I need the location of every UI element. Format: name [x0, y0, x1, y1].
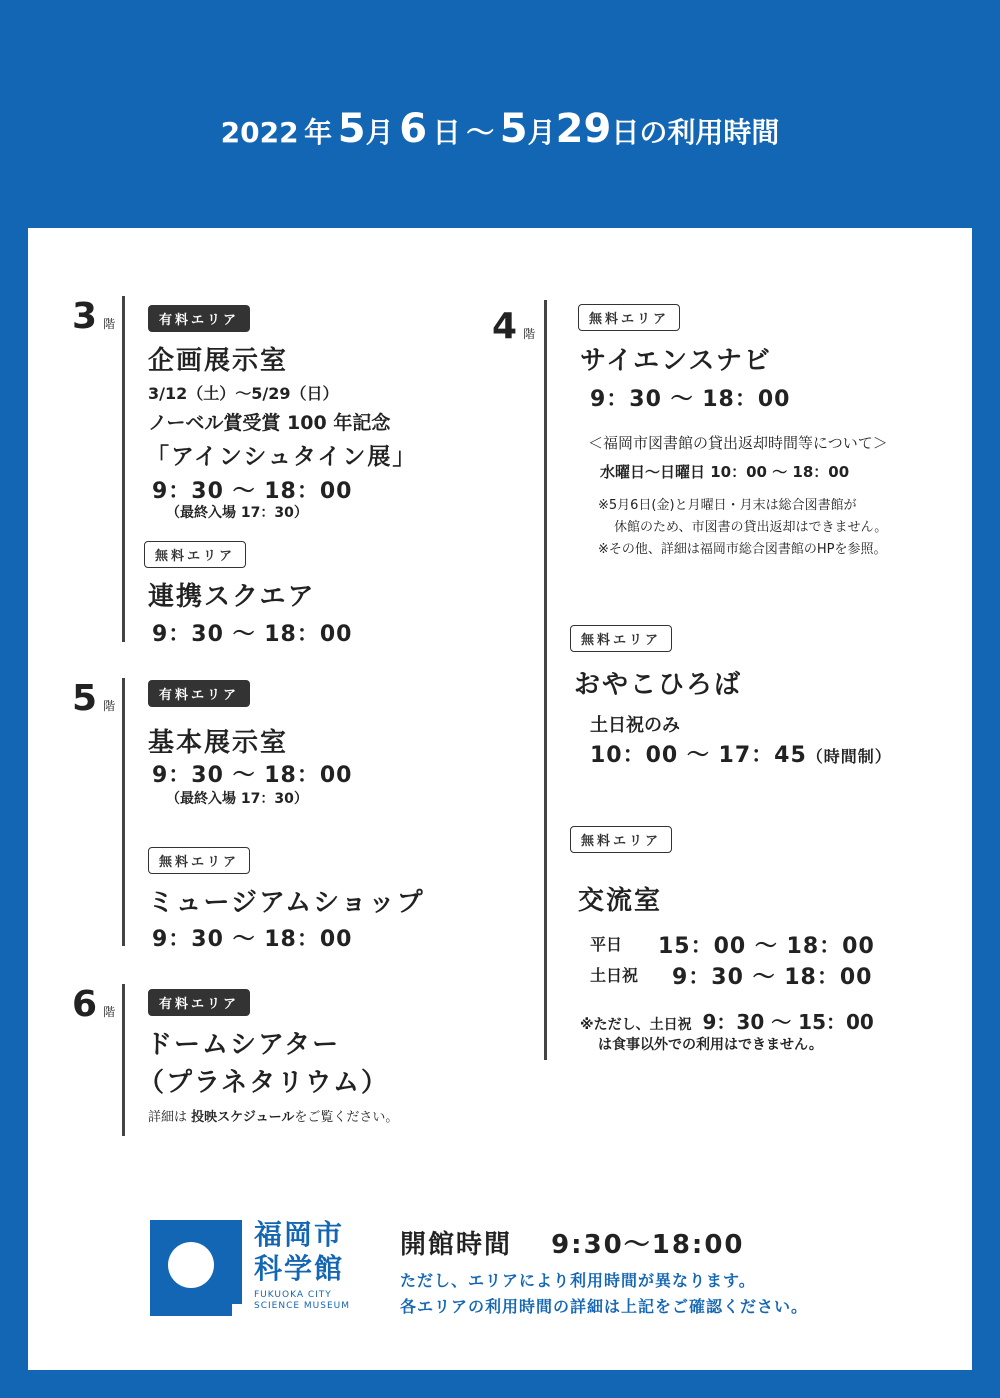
oyako-days: 土日祝のみ — [590, 715, 680, 736]
floor-6-note-c: をご覧ください。 — [294, 1110, 399, 1125]
floor-4-navi-title: サイエンスナビ — [580, 346, 772, 376]
title-gatsu2: 月 — [527, 116, 556, 149]
library-heading: ＜福岡市図書館の貸出返却時間等について＞ — [588, 434, 888, 452]
opening-time: 9:30～18:00 — [551, 1230, 745, 1260]
floor-5-paid-tag: 有料エリア — [148, 680, 250, 707]
koryu-caveat-a: ※ただし、土日祝 — [580, 1017, 692, 1033]
museum-logo-name — [254, 1218, 344, 1286]
floor-5-divider — [122, 678, 125, 946]
floor-3-last-entry: （最終入場 17：30） — [166, 505, 308, 521]
floor-3-paid-tag: 有料エリア — [148, 305, 250, 332]
floor-4-kai: 階 — [523, 327, 536, 341]
koryu-caveat-b: は食事以外での利用はできません。 — [598, 1037, 823, 1053]
floor-3-sub2: 「アインシュタイン展」 — [146, 444, 418, 470]
title-day2: 29 — [555, 106, 612, 152]
floor-3-square-title: 連携スクエア — [148, 582, 316, 612]
floor-4-divider — [544, 300, 547, 1060]
oyako-title: おやこひろば — [574, 670, 743, 700]
library-hours: 水曜日～日曜日 10：00 ～ 18：00 — [600, 463, 850, 481]
floor-5-number: 5 — [72, 678, 98, 719]
floor-6-note — [148, 1106, 398, 1125]
floor-6-note-a: 詳細は — [148, 1110, 192, 1125]
oyako-time-value: 10：00 ～ 17：45 — [590, 743, 807, 768]
floor-3-exhibit-title: 企画展示室 — [148, 346, 289, 376]
floor-6-label — [72, 984, 115, 1025]
floor-3-time1: 9：30 ～ 18：00 — [152, 479, 353, 504]
title-month1: 5 — [337, 106, 366, 152]
title-tilde: ～ — [466, 116, 495, 149]
floor-6-dome-title: ドームシアター — [146, 1030, 341, 1060]
logo-en-line1: FUKUOKA CITY — [254, 1290, 332, 1300]
opening-label: 開館時間 — [400, 1230, 513, 1260]
floor-5-exhibit-title: 基本展示室 — [148, 728, 289, 758]
logo-en-line2: SCIENCE MUSEUM — [254, 1301, 351, 1311]
floor-5-time1: 9：30 ～ 18：00 — [152, 763, 353, 788]
floor-3-kai: 階 — [103, 317, 116, 331]
projection-schedule-link[interactable]: 投映スケジュール — [191, 1110, 295, 1125]
library-note-3: ※その他、詳細は福岡市総合図書館のHPを参照。 — [598, 542, 887, 557]
floor-3-sub1: ノーベル賞受賞 100 年記念 — [148, 412, 391, 434]
floor-6-paid-tag: 有料エリア — [148, 989, 250, 1016]
weekday-time: 15：00 ～ 18：00 — [658, 934, 875, 959]
floor-5-last-entry: （最終入場 17：30） — [166, 791, 308, 807]
floor-5-shop-title: ミュージアムショップ — [148, 888, 425, 918]
floor-6-number: 6 — [72, 984, 98, 1025]
floor-6-dome-subtitle: （プラネタリウム） — [138, 1068, 389, 1098]
library-note-2: 休館のため、市図書の貸出返却はできません。 — [614, 520, 888, 535]
floor-3-free-tag: 無料エリア — [144, 541, 246, 568]
koryu-title: 交流室 — [578, 886, 663, 916]
title-nen: 年 — [304, 116, 333, 149]
floor-4-navi-time: 9：30 ～ 18：00 — [590, 387, 791, 412]
floor-5-time2: 9：30 ～ 18：00 — [152, 927, 353, 952]
museum-logo-en — [254, 1290, 350, 1312]
floor-3-time2: 9：30 ～ 18：00 — [152, 622, 353, 647]
logo-name-line1: 福岡市 — [254, 1218, 345, 1251]
koryu-caveat — [580, 1006, 874, 1035]
opening-note-2: 各エリアの利用時間の詳細は上記をご確認ください。 — [400, 1297, 809, 1316]
floor-4-free-tag-3: 無料エリア — [570, 826, 672, 853]
title-nichi1: 日 — [432, 116, 461, 149]
floor-6-kai: 階 — [103, 1005, 116, 1019]
logo-circle — [168, 1242, 214, 1288]
weekend-label: 土日祝 — [590, 966, 639, 985]
floor-5-label — [72, 678, 115, 719]
title-day1: 6 — [399, 106, 428, 152]
floor-6-divider — [122, 984, 125, 1136]
title-gatsu1: 月 — [365, 116, 394, 149]
floor-3-label — [72, 296, 115, 337]
title-tail: 日の利用時間 — [611, 116, 780, 149]
floor-4-free-tag-2: 無料エリア — [570, 625, 672, 652]
floor-3-divider — [122, 296, 125, 642]
opening-hours — [400, 1224, 745, 1261]
weekday-label: 平日 — [590, 935, 623, 954]
floor-4-number: 4 — [492, 306, 518, 347]
title-year: 2022 — [220, 116, 299, 149]
oyako-time — [590, 738, 892, 769]
title-month2: 5 — [499, 106, 528, 152]
floor-3-number: 3 — [72, 296, 98, 337]
floor-5-kai: 階 — [103, 699, 116, 713]
oyako-time-note: （時間制） — [806, 747, 892, 766]
koryu-caveat-time: 9：30 ～ 15：00 — [702, 1010, 874, 1034]
weekend-time: 9：30 ～ 18：00 — [672, 965, 873, 990]
page-title — [0, 106, 1000, 152]
library-note-1: ※5月6日(金)と月曜日・月末は総合図書館が — [598, 498, 857, 513]
logo-notch — [232, 1304, 242, 1316]
museum-logo-mark — [150, 1220, 242, 1316]
floor-5-free-tag: 無料エリア — [148, 847, 250, 874]
opening-note-1: ただし、エリアにより利用時間が異なります。 — [400, 1271, 756, 1290]
logo-name-line2: 科学館 — [254, 1252, 345, 1285]
floor-4-free-tag-1: 無料エリア — [578, 304, 680, 331]
floor-4-label — [492, 306, 535, 347]
floor-3-period: 3/12（土）～5/29（日） — [148, 384, 339, 403]
